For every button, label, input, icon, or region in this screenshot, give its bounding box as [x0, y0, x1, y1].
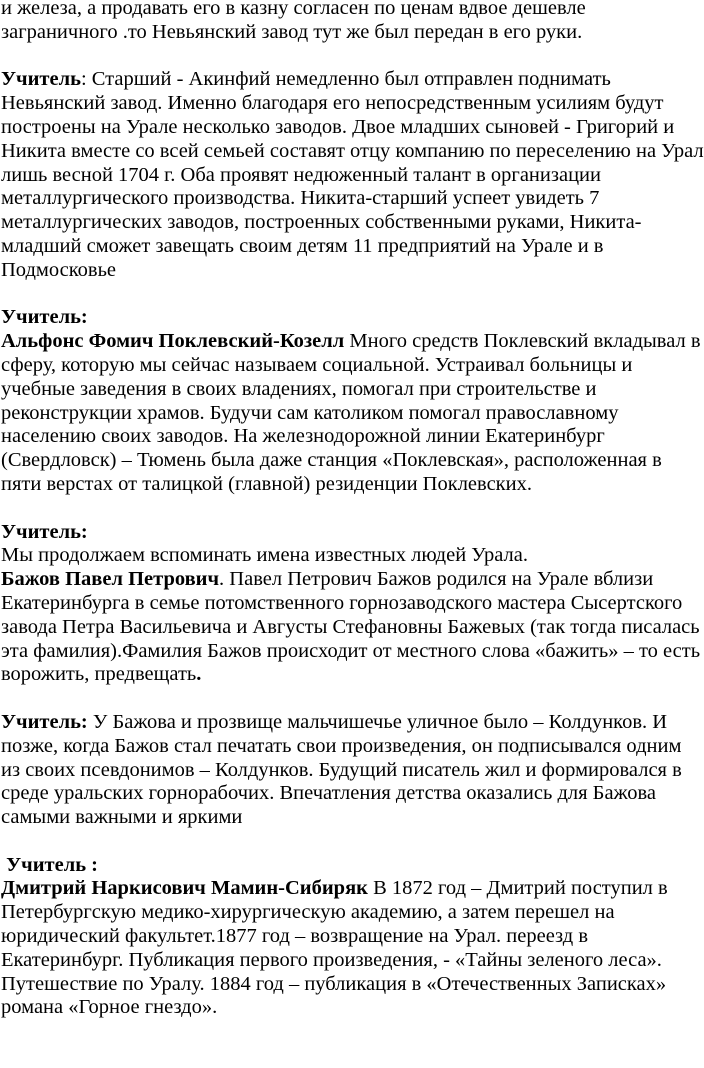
- teacher-paragraph-poklevsky: [1, 306, 704, 496]
- teacher-paragraph-koldunkov: [1, 711, 704, 830]
- paragraph-text: У Бажова и прозвище мальчишечье уличное было – Колдунков. И позже, когда Бажов стал печатать свои произведения, он подписывался одним из своих псевдонимов – Колдунков. Будущий писатель жил и формировался в среде уральских горнорабочих. Впечатления детства оказались для Бажова самыми важными и яркими: [1, 710, 682, 829]
- paragraph-text: : Старший - Акинфий немедленно был отправлен поднимать Невьянский завод. Именно благодаря его непосредственным усилиям будут построены на Урале несколько заводов. Двое младших сыновей - Григорий и Никита вместе со всей семьей составят отцу компанию по переселению на Урал лишь весной 1704 г. Оба проявят недюженный талант в организации металлургического производства. Никита-старший успеет увидеть 7 металлургических заводов, построенных собственными руками, Никита-младший сможет завещать своим детям 11 предприятий на Урале и в Подмосковье: [1, 68, 704, 281]
- teacher-paragraph-mamin-sibiryak: [1, 854, 704, 1021]
- teacher-label: Учитель:: [1, 710, 88, 733]
- teacher-paragraph-bazhov: [1, 521, 704, 688]
- intro-line: Мы продолжаем вспоминать имена известных людей Урала.: [1, 544, 528, 567]
- paragraph-gap: [1, 497, 704, 521]
- person-name: Дмитрий Наркисович Мамин-Сибиряк: [1, 877, 368, 900]
- paragraph-text: В 1872 год – Дмитрий поступил в Петербургскую медико-хирургическую академию, а затем перешел на юридический факультет.1877 год – возвращение на Урал. переезд в Екатеринбург. Публикация первого произведения, - «Тайны зеленого леса». Путешествие по Уралу. 1884 год – публикация в «Отечественных Записках» романа «Горное гнездо».: [1, 877, 668, 1019]
- intro-line-1: и железа, а продавать его в казну согласен по ценам вдвое дешевле: [1, 0, 586, 19]
- paragraph-text: . Павел Петрович Бажов родился на Урале вблизи Екатеринбурга в семье потомственного горнозаводского мастера Сысертского завода Петра Васильевича и Августы Стефановны Бажевых (так тогда писалась эта фамилия).Фамилия Бажов происходит от местного слова «бажить» – то есть ворожить, предвещать: [1, 568, 701, 686]
- teacher-paragraph-demidov: [1, 68, 704, 282]
- person-name: Бажов Павел Петрович: [1, 568, 220, 591]
- paragraph-gap: [1, 687, 704, 711]
- person-name: Альфонс Фомич Поклевский-Козелл: [1, 330, 345, 353]
- teacher-label: Учитель:: [1, 306, 88, 329]
- document-page: [1, 0, 704, 1020]
- teacher-label: Учитель :: [1, 853, 99, 876]
- paragraph-end: .: [196, 663, 202, 686]
- teacher-label: Учитель: [1, 68, 81, 91]
- intro-line-2: заграничного .то Невьянский завод тут же был передан в его руки.: [1, 20, 583, 43]
- intro-paragraph: [1, 0, 704, 45]
- paragraph-gap: [1, 283, 704, 307]
- paragraph-gap: [1, 45, 704, 69]
- teacher-label: Учитель:: [1, 520, 88, 543]
- paragraph-gap: [1, 830, 704, 854]
- paragraph-text: Много средств Поклевский вкладывал в сферу, которую мы сейчас называем социальной. Устраивал больницы и учебные заведения в своих владениях, помогал при строительстве и реконструкции храмов. Будучи сам католиком помогал православному населению своих заводов. На железнодорожной линии Екатеринбург (Свердловск) – Тюмень была даже станция «Поклевская», расположенная в пяти верстах от талицкой (главной) резиденции Поклевских.: [1, 330, 701, 495]
